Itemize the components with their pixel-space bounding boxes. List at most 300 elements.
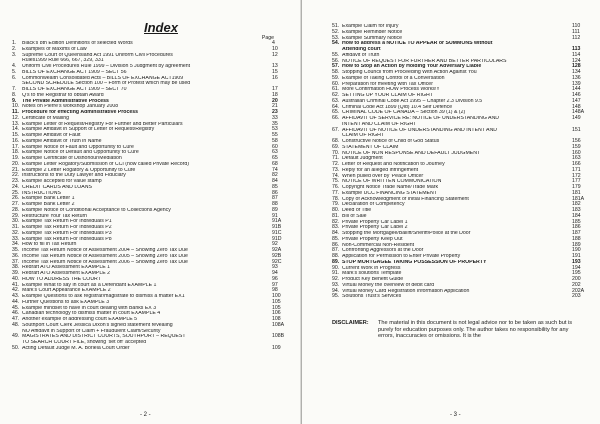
entry-title: Preparation for meeting with Tax Officer	[342, 81, 433, 87]
entry-number: 32.	[12, 229, 20, 236]
entry-title: Criminal Code Act 1899 (Qld) 10.4 Self Defence	[342, 104, 453, 110]
entry-page: 108	[272, 316, 281, 322]
entry-title: Example Tax Return For Individuals P1	[22, 219, 112, 225]
entry-title: NO Affidavit in Support of Claim + Fraudulent Claim/Security	[22, 328, 161, 334]
entry-number: 70.	[332, 149, 340, 156]
entry-title: Redraft ATO Assessment EXAMPLE 1	[22, 265, 111, 271]
entry-number: 52.	[332, 28, 340, 35]
entry-title: Example Letter Rogatory/Submission of CCI (now called Private Record)	[22, 161, 189, 167]
entry-number: 87.	[332, 247, 340, 254]
entry-page: 87	[272, 195, 278, 202]
entry-page: 191	[572, 253, 581, 259]
entry-title: Example Affidavit of Fault	[22, 133, 81, 138]
entry-number: 12.	[12, 114, 20, 121]
entry-page: 105	[272, 304, 281, 311]
entry-number: 47.	[12, 316, 20, 322]
entry-number: 48.	[12, 321, 20, 328]
entry-page: 149	[572, 115, 581, 121]
entry-number: 4.	[12, 63, 17, 69]
entry-page: 186	[572, 224, 581, 231]
entry-page: 17	[272, 86, 278, 92]
entry-page: 183	[572, 207, 581, 213]
entry-title: Bill of Sale	[342, 213, 367, 219]
entry-page: 156	[572, 138, 581, 144]
entry-page: 10	[272, 45, 278, 52]
entry-title: Non-Commercial Non-Resident	[342, 242, 415, 248]
page-column-header: Page	[261, 35, 274, 41]
disclaimer-text: The material in this document is not legal advice nor to be taken as such but is purely for education purposes only. The author takes no responsibility for any errors, inaccuracies or omissions. It is the	[378, 320, 573, 340]
entry-number: 60.	[332, 80, 340, 87]
entry-number: 69.	[332, 143, 340, 150]
entry-number: 88.	[332, 253, 340, 259]
entry-number: 23.	[12, 178, 20, 184]
entry-number: 10.	[12, 103, 20, 110]
entry-title: Mark's Court Appearance EXAMPLE 2	[22, 288, 111, 294]
entry-page: 23	[272, 109, 278, 115]
entry-title: Example Bank Letter 1	[22, 196, 75, 202]
entry-page: 33	[272, 114, 278, 121]
entry-title: Income Tax Return Notice of Assessment 2004 – Showing Zero Tax Due	[22, 248, 188, 253]
entry-page: 92B	[272, 252, 282, 259]
entry-title: Stopping Council from Proceeding With Action Against You	[342, 70, 477, 75]
entry-page: 63	[272, 149, 278, 156]
entry-number: 78.	[332, 195, 340, 202]
entry-title: Declaration of Competency	[342, 202, 405, 208]
entry-page: 92C	[272, 258, 282, 265]
entry-number: 6.	[12, 74, 17, 81]
entry-title: BILLS OF EXCHANGE ACT 1909 – SECT 70	[22, 87, 127, 92]
entry-page: 91C	[272, 229, 282, 236]
entry-number: 84.	[332, 230, 340, 236]
entry-page: 160	[572, 149, 581, 156]
entry-title: Canadian technology to dismiss matter in court EXAMPLE 4	[22, 311, 161, 317]
entry-number: 31.	[12, 224, 20, 230]
entry-number: 53.	[332, 34, 340, 41]
entry-page: 97	[272, 281, 278, 288]
entry-title: Example Affidavit of Truth in Name	[22, 138, 102, 144]
entry-page: 163	[572, 155, 581, 162]
entry-title: Affidavit of Truth	[342, 52, 380, 58]
entry-page: 16	[272, 74, 278, 81]
entry-page: 172	[572, 172, 581, 179]
entry-page: 171	[572, 166, 581, 173]
entry-title: How to address a NOTICE TO APPEAR or SUMMONS without	[342, 41, 493, 47]
right-page-number: - 3 -	[450, 412, 461, 418]
entry-number: 62.	[332, 92, 340, 98]
entry-title: INSTRUCTIONS	[22, 190, 61, 196]
entry-title: The Private Administrative Process	[22, 98, 109, 104]
entry-number: 20.	[12, 160, 20, 167]
entry-page: 65	[272, 155, 278, 161]
entry-page: 53	[272, 126, 278, 133]
entry-number: 66.	[332, 115, 340, 121]
entry-number: 18.	[12, 149, 20, 156]
entry-title: INTENT AND CLAIM OF RIGHT	[342, 121, 417, 127]
entry-title: Supreme Court of Queensland Act 1991 Uniform Civil Procedures	[22, 52, 173, 58]
entry-page: 177	[572, 178, 581, 185]
entry-number: 11.	[12, 109, 19, 115]
entry-title: STATEMENT OF CLAIM	[342, 144, 399, 150]
entry-number: 89.	[332, 258, 340, 265]
entry-page: 92A	[272, 247, 282, 253]
entry-title: Example Letter of Request/Registry For Further and Better Particulars	[22, 121, 183, 127]
entry-title: NOTICE OF NON RESPONSE AND DEFAULT JUDGMENT	[342, 150, 481, 156]
entry-page: 13	[272, 63, 278, 69]
entry-page: 18	[272, 91, 278, 98]
entry-page: 195	[572, 270, 581, 277]
entry-title: Rules1999 Rule 666, 667, 329, 331	[22, 58, 104, 64]
entry-page: 105	[272, 298, 281, 305]
entry-page: 166	[572, 161, 581, 167]
entry-title: Black's 8th Edition Definitions of selected Words	[22, 41, 133, 46]
index-entry	[12, 346, 294, 352]
entry-title: Further Questions to ask EXAMPLE 3	[22, 299, 110, 305]
entry-page: 190	[572, 247, 581, 254]
entry-title: Example Certificate of Dishonour/Mediation	[22, 156, 122, 161]
entry-title: STOP MORTGAGEE TAKING POSSESSION OF PROPERTY	[342, 259, 487, 265]
entry-title: NOTICE OF WRITTEN COMMUNICATION	[342, 179, 442, 185]
entry-number: 58.	[332, 69, 340, 75]
right-page	[301, 0, 600, 424]
entry-page: 91	[272, 212, 278, 219]
entry-page: 93	[272, 264, 278, 271]
entry-title: Example Affidavit in Support of Letter of Request/Registry	[22, 127, 155, 133]
entry-number: 68.	[332, 138, 340, 144]
entry-title: Private Property Car Label 2	[342, 225, 408, 231]
entry-number: 41.	[12, 281, 20, 288]
entry-page: 109	[272, 344, 281, 351]
disclaimer-label: DISCLAIMER:	[332, 320, 369, 326]
entry-title: Attending court	[342, 47, 381, 52]
entry-title: Private Property Car Label 1	[342, 219, 408, 225]
disclaimer	[332, 320, 594, 340]
entry-number: 45.	[12, 304, 20, 311]
entry-number: 46.	[12, 310, 20, 317]
entry-number: 61.	[332, 86, 340, 93]
entry-page: 21	[272, 103, 278, 110]
entry-title: Example mindset to have in court dealing with Banks EX 3	[22, 305, 157, 311]
entry-title: Example Notice of Default and Opportunity to Cure	[22, 150, 139, 156]
entry-title: Redraft ATO Assessment EXAMPLE 2	[22, 271, 111, 276]
entry-title: Example Notice of Conditional Acceptance to Collections Agency	[22, 207, 171, 213]
entry-page: 91B	[272, 224, 282, 230]
entry-title: Copy of Acknowledgment of Initial Financing Statement	[342, 196, 469, 202]
entry-number: 54.	[332, 40, 340, 47]
entry-title: Examples of Maxims of Law	[22, 46, 87, 52]
entry-page: 58	[272, 137, 278, 144]
left-index-list	[12, 41, 294, 352]
entry-title: How to Stop an Action by Holding Your Adversary Liable	[342, 64, 482, 70]
entry-page: 182	[572, 201, 581, 208]
entry-page: 189	[572, 241, 581, 248]
entry-number: 30.	[12, 218, 20, 225]
entry-page: 193	[572, 258, 581, 265]
entry-page: 144	[572, 86, 581, 93]
entry-number: 51.	[332, 23, 340, 29]
entry-number: 64.	[332, 103, 340, 110]
entry-number: 67.	[332, 126, 340, 133]
entry-number: 43.	[12, 293, 20, 299]
entry-title: Current Work in Progress	[342, 265, 401, 271]
entry-number: 29.	[12, 212, 20, 219]
entry-title: Income Tax Return Notice of Assessment 2006 – Showing Zero Tax Due	[22, 259, 188, 265]
entry-number: 94.	[332, 287, 340, 294]
right-index-list	[332, 24, 594, 300]
entry-title: Solutions Trust's Services	[342, 294, 402, 300]
entry-number: 14.	[12, 126, 20, 133]
entry-page: 108B	[272, 333, 285, 340]
entry-page: 55	[272, 132, 278, 138]
entry-number: 72.	[332, 161, 340, 167]
entry-title: Example Bank Letter 2	[22, 202, 75, 207]
entry-title: Certificate of Mailing	[22, 115, 69, 121]
entry-number: 81.	[332, 212, 340, 219]
entry-number: 3.	[12, 51, 17, 58]
entry-number: 77.	[332, 189, 340, 196]
entry-page: 181A	[572, 195, 585, 202]
entry-page: 151	[572, 126, 581, 133]
entry-number: 27.	[12, 201, 20, 207]
entry-number: 73.	[332, 166, 340, 173]
entry-title: Copyright Notice Trade Name/Trade Mark	[342, 185, 439, 190]
entry-title: AFFIDAVIT OF SERVICE RE: NOTICE OF UNDERSTANDING AND	[342, 116, 499, 121]
entry-number: 34.	[12, 241, 20, 248]
entry-page: 139	[572, 80, 581, 87]
entry-page: 203	[572, 293, 581, 300]
entry-title: Notes on Pierre's workshop January 2008	[22, 104, 119, 110]
entry-title: HOW TO ADDRESS THE COURT	[22, 276, 101, 282]
entry-page: 12	[272, 51, 278, 58]
entry-number: 55.	[332, 51, 340, 58]
entry-number: 38.	[12, 264, 20, 271]
entry-number: 21.	[12, 166, 20, 173]
entry-page: 92	[272, 241, 278, 248]
entry-page: 86	[272, 189, 278, 196]
entry-page: 146	[572, 92, 581, 98]
entry-title: Application for Permission to Enter Private Property	[342, 254, 461, 259]
entry-title: Private Property Keep Out	[342, 236, 403, 242]
entry-title: Southport Court Clerk Jessica Dixon's signed statement revealing	[22, 322, 173, 328]
entry-title: Example 2 Letter Rogatory & Opportunity to Cure	[22, 167, 136, 173]
entry-page: 35	[272, 120, 278, 127]
entry-page: 124	[572, 57, 581, 64]
entry-title: Stopping the Mortgagee/Bailiff/Sheriff/Police at the Door	[342, 231, 471, 236]
entry-title: Uniform Civil Procedures Rule 1999 – Division 5 Judgment by agreement	[22, 64, 191, 69]
entry-title: Letter of Request and Notification to Journey	[342, 162, 445, 167]
entry-title: Example Tax Return For Individuals P8	[22, 236, 112, 242]
entry-page: 148	[572, 103, 581, 110]
entry-number: 49.	[12, 333, 20, 340]
entry-page: 4	[272, 40, 275, 46]
entry-number: 57.	[332, 63, 340, 70]
entry-page: 98	[272, 287, 278, 294]
entry-title: Example Questions to ask registrar/magistrate to dismiss a matter EX1	[22, 294, 185, 299]
entry-page: 185	[572, 218, 581, 225]
entry-title: AFFIDAVIT OF NOTICE OF UNDERSTANDING AND INTENT AND	[342, 127, 497, 133]
entry-number: 76.	[332, 184, 340, 190]
index-entry	[332, 294, 594, 300]
entry-page: 113	[572, 46, 581, 52]
entry-number: 44.	[12, 298, 20, 305]
entry-number: 25.	[12, 189, 20, 196]
entry-page: 159	[572, 143, 581, 150]
entry-number: 74.	[332, 172, 340, 179]
entry-title: Confronting Aggressors at the Door	[342, 248, 424, 254]
entry-number: 5.	[12, 68, 17, 75]
entry-number: 92.	[332, 276, 340, 282]
entry-title: Australian Criminal Code Act 1995 – Chapter 2.3 Division 9.5	[342, 98, 483, 104]
entry-title: Product Key Benefit Guide	[342, 277, 404, 282]
entry-number: 13.	[12, 120, 20, 127]
entry-title: Example What to say in court as a Defendant EXAMPLE 1	[22, 282, 157, 288]
entry-page: 128	[572, 63, 581, 70]
entry-title: Constructive Notice of Child of God Status	[342, 139, 440, 144]
entry-number: 17.	[12, 143, 20, 150]
entry-number: 79.	[332, 201, 340, 208]
entry-title: Acting Default Judge M. A. Boriela Court Order	[22, 345, 130, 351]
entry-page: 184	[572, 212, 581, 219]
entry-number: 35.	[12, 247, 20, 253]
entry-number: 8.	[12, 91, 17, 98]
entry-number: 40.	[12, 275, 20, 282]
entry-page: 110	[572, 23, 581, 29]
entry-number: 71.	[332, 155, 340, 162]
entry-page: 108A	[272, 321, 285, 328]
entry-title: NOTICE OF REQUEST FOR FURTHER AND BETTER PARTICULARS	[342, 58, 507, 64]
entry-number: 37.	[12, 258, 20, 265]
entry-number: 1.	[12, 40, 17, 46]
entry-page: 114	[572, 51, 581, 58]
entry-page: 100	[272, 293, 281, 299]
entry-title: Example Summary Notice	[342, 35, 402, 41]
entry-number: 63.	[332, 97, 340, 104]
entry-title: BILLS OF EXCHANGE ACT 1909 – SECT 56	[22, 69, 127, 75]
entry-title: Virtual Money the overview of debit card	[342, 282, 435, 288]
entry-page: 179	[572, 184, 581, 190]
entry-number: 19.	[12, 155, 20, 161]
entry-number: 75.	[332, 178, 340, 185]
index-title: Index	[144, 20, 178, 35]
entry-number: 93.	[332, 281, 340, 288]
entry-page: 202A	[572, 287, 585, 294]
entry-page: 112	[572, 34, 581, 41]
entry-title: Example Claim for Injury	[342, 24, 399, 29]
entry-number: 28.	[12, 206, 20, 213]
entry-page: 68	[272, 160, 278, 167]
entry-title: Example Tax Return For Individuals P2	[22, 225, 112, 230]
entry-page: 194	[572, 264, 581, 271]
entry-title: Virtual Money Card Registration Information Application	[342, 288, 470, 294]
entry-title: CLAIM OF RIGHT	[342, 133, 385, 139]
entry-page: 84	[272, 178, 278, 184]
entry-page: 134	[572, 69, 581, 75]
entry-page: 200	[572, 276, 581, 282]
entry-page: 148A	[572, 109, 585, 116]
entry-page: 15	[272, 68, 278, 75]
entry-number: 86.	[332, 241, 340, 248]
entry-number: 65.	[332, 109, 340, 116]
entry-number: 36.	[12, 252, 20, 259]
entry-page: 106	[272, 310, 281, 317]
entry-number: 24.	[12, 183, 20, 190]
entry-title: Default Judgment	[342, 156, 383, 162]
entry-page: 147	[572, 97, 581, 104]
entry-title: CRIMINAL CODE OF CANADA – Section 39 (1) & (2)	[342, 110, 466, 116]
entry-number: 95.	[332, 293, 340, 300]
entry-page: 111	[572, 28, 580, 35]
entry-number: 33.	[12, 235, 20, 242]
entry-page: 85	[272, 183, 278, 190]
entry-number: 80.	[332, 207, 340, 213]
entry-number: 42.	[12, 287, 20, 294]
entry-page: 88	[272, 201, 278, 207]
entry-title: CREDIT CARDS AND LOANS	[22, 184, 92, 190]
entry-title: SECOND SCHEDULE Section 100 – Form of Protest which may be used	[22, 81, 191, 87]
entry-number: 9.	[12, 97, 17, 104]
entry-title: Q's to the Registrar to obtain Award	[22, 92, 104, 98]
entry-number: 56.	[332, 57, 340, 64]
entry-title: Commonwealth Consolidated Acts – BILLS OF EXCHANGE ACT1909	[22, 75, 184, 81]
entry-number: 82.	[332, 218, 340, 225]
entry-page: 89	[272, 206, 278, 213]
entry-title: How to fill in Tax Return	[22, 242, 77, 248]
entry-page: 188	[572, 235, 581, 242]
entry-page: 187	[572, 230, 581, 236]
entry-page: 82	[272, 172, 278, 179]
entry-number: 22.	[12, 172, 20, 179]
entry-title: Reply for an alleged infringement	[342, 167, 419, 173]
entry-page: 91D	[272, 235, 282, 242]
entry-title: Example UCC FINANCING STATEMENT	[342, 190, 437, 196]
entry-title: SETTING UP YOUR CLAIM OF RIGHT	[342, 93, 433, 98]
entry-title: Another example of addressing court EXAMPLE 5	[22, 317, 138, 322]
entry-title: Example of Taking Control of a Conversation	[342, 75, 445, 81]
entry-number: 7.	[12, 86, 17, 92]
entry-number: 91.	[332, 270, 340, 277]
entry-title: Restructure Your Tax Return	[22, 213, 88, 219]
entry-number: 59.	[332, 74, 340, 81]
entry-number: 39.	[12, 270, 20, 276]
entry-number: 50.	[12, 344, 20, 351]
entry-number: 85.	[332, 235, 340, 242]
entry-title: Example accepted for value stamp	[22, 179, 102, 184]
entry-page: 91A	[272, 218, 282, 225]
entry-title: Mark's solutions Template	[342, 271, 402, 277]
entry-title: Example Reminder Notice	[342, 29, 403, 35]
entry-title: MAGISTRATES AND DISTRICT COURTS, SOUTHPORT – REQUEST	[22, 334, 186, 340]
entry-title: Example Notice of Fault and Opportunity to Cure	[22, 144, 134, 150]
entry-page: 20	[272, 97, 278, 104]
entry-title: Deed of Title	[342, 208, 372, 213]
entry-page: 60	[272, 143, 278, 150]
entry-title: When pulled over by 'Peace Officer'	[342, 173, 425, 179]
entry-page: 136	[572, 74, 581, 81]
entry-title: Instructions to the Duty Lawyer and Fiduciary	[22, 173, 126, 179]
left-page-number: - 2 -	[140, 412, 151, 418]
entry-title: TO SEARCH COURT FILE, showing 'set off' accepted	[22, 340, 147, 345]
entry-number: 90.	[332, 264, 340, 271]
entry-page: 96	[272, 275, 278, 282]
entry-page: 94	[272, 270, 278, 276]
entry-page: 181	[572, 189, 581, 196]
entry-number: 16.	[12, 137, 20, 144]
entry-title: Income Tax Return Notice of Assessment 2005 – Showing Zero Tax Due	[22, 253, 188, 259]
entry-page: 74	[272, 166, 278, 173]
entry-title: More Confirmation HOW Process Works!!!	[342, 87, 440, 93]
entry-title: Example Tax Return For Individuals P3	[22, 230, 112, 236]
entry-number: 83.	[332, 224, 340, 231]
entry-page: 202	[572, 281, 581, 288]
